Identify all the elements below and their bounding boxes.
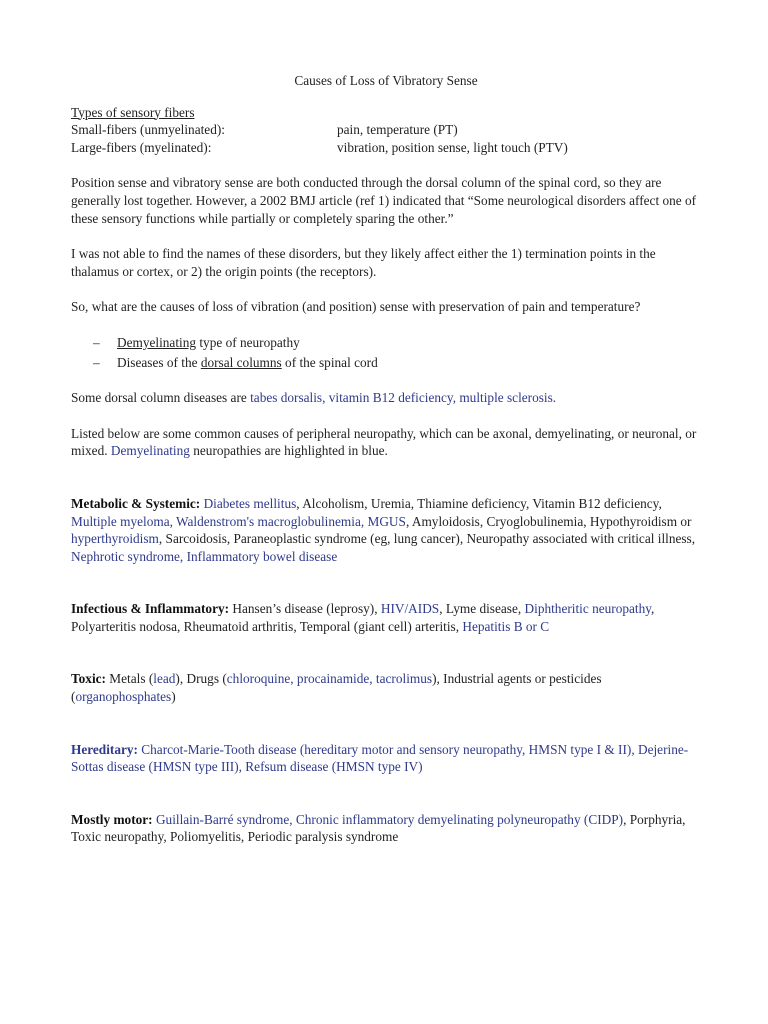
category-mostly-motor: Mostly motor: Guillain-Barré syndrome, Chronic inflammatory demyelinating polyneuropathy (CIDP), Porphyria, Toxic neuropathy, Poliomyelitis, Periodic paralysis syndrome	[71, 811, 686, 845]
fiber-type: Large-fibers (myelinated):	[71, 139, 212, 155]
list-item: – Diseases of the dorsal columns of the spinal cord	[93, 354, 378, 370]
dash-bullet-icon: –	[93, 354, 100, 370]
category-label: Infectious & Inflammatory:	[71, 601, 230, 617]
category-label: Mostly motor:	[71, 811, 153, 827]
fiber-senses: pain, temperature (PT)	[337, 122, 458, 138]
paragraph-disorders: I was not able to find the names of these disorders, but they likely affect either the 1) termination points in the thalamus or cortex, or 2) the origin points (the receptors).	[71, 246, 656, 279]
category-infectious: Infectious & Inflammatory: Hansen’s disease (leprosy), HIV/AIDS, Lyme disease, Diphtheritic neuropathy, Polyarteritis nodosa, Rheumatoid arthritis, Temporal (giant cell) arteritis, Hepatitis B or C	[71, 601, 655, 634]
fiber-row	[71, 121, 701, 139]
category-label: Metabolic & Systemic:	[71, 495, 201, 511]
document-title: Causes of Loss of Vibratory Sense	[294, 73, 478, 88]
paragraph-dorsal-column: Some dorsal column diseases are tabes dorsalis, vitamin B12 deficiency, multiple sclerosis.	[71, 390, 557, 406]
fiber-row	[71, 139, 701, 157]
list-item: – Demyelinating type of neuropathy	[93, 334, 300, 350]
paragraph-listed-below: Listed below are some common causes of peripheral neuropathy, which can be axonal, demyelinating, or neuronal, or mixed. Demyelinating neuropathies are highlighted in blue.	[71, 425, 697, 459]
category-toxic: Toxic: Metals (lead), Drugs (chloroquine, procainamide, tacrolimus), Industrial agents or pesticides (organophosphates)	[71, 671, 602, 705]
highlighted-term: Demyelinating	[110, 443, 190, 459]
fiber-type: Small-fibers (unmyelinated):	[71, 122, 225, 138]
fiber-types-section	[71, 104, 701, 157]
document-page	[71, 72, 701, 846]
fiber-senses: vibration, position sense, light touch (PTV)	[337, 139, 568, 155]
fiber-types-heading: Types of sensory fibers	[71, 104, 195, 120]
paragraph-question: So, what are the causes of loss of vibration (and position) sense with preservation of pain and temperature?	[71, 299, 641, 315]
category-label: Hereditary:	[71, 741, 138, 757]
highlighted-diseases: tabes dorsalis, vitamin B12 deficiency, multiple sclerosis.	[250, 390, 557, 406]
category-hereditary: Hereditary: Charcot-Marie-Tooth disease (hereditary motor and sensory neuropathy, HMSN type I & II), Dejerine-Sottas disease (HMSN type III), Refsum disease (HMSN type IV)	[71, 741, 689, 775]
paragraph-position-sense: Position sense and vibratory sense are both conducted through the dorsal column of the spinal cord, so they are generally lost together. However, a 2002 BMJ article (ref 1) indicated that “Some neurological disorders affect one of these sensory functions while partially or completely sparing the other.”	[71, 175, 697, 226]
dash-bullet-icon: –	[93, 334, 100, 350]
category-label: Toxic:	[71, 671, 106, 687]
category-metabolic: Metabolic & Systemic: Diabetes mellitus, Alcoholism, Uremia, Thiamine deficiency, Vitamin B12 deficiency, Multiple myeloma, Waldenstrom's macroglobulinemia, MGUS, Amyloidosis, Cryoglobulinemia, Hypothyroidism or hyperthyroidism, Sarcoidosis, Paraneoplastic syndrome (eg, lung cancer), Neuropathy associated with critical illness, Nephrotic syndrome, Inflammatory bowel disease	[71, 495, 696, 564]
causes-list	[71, 334, 701, 371]
